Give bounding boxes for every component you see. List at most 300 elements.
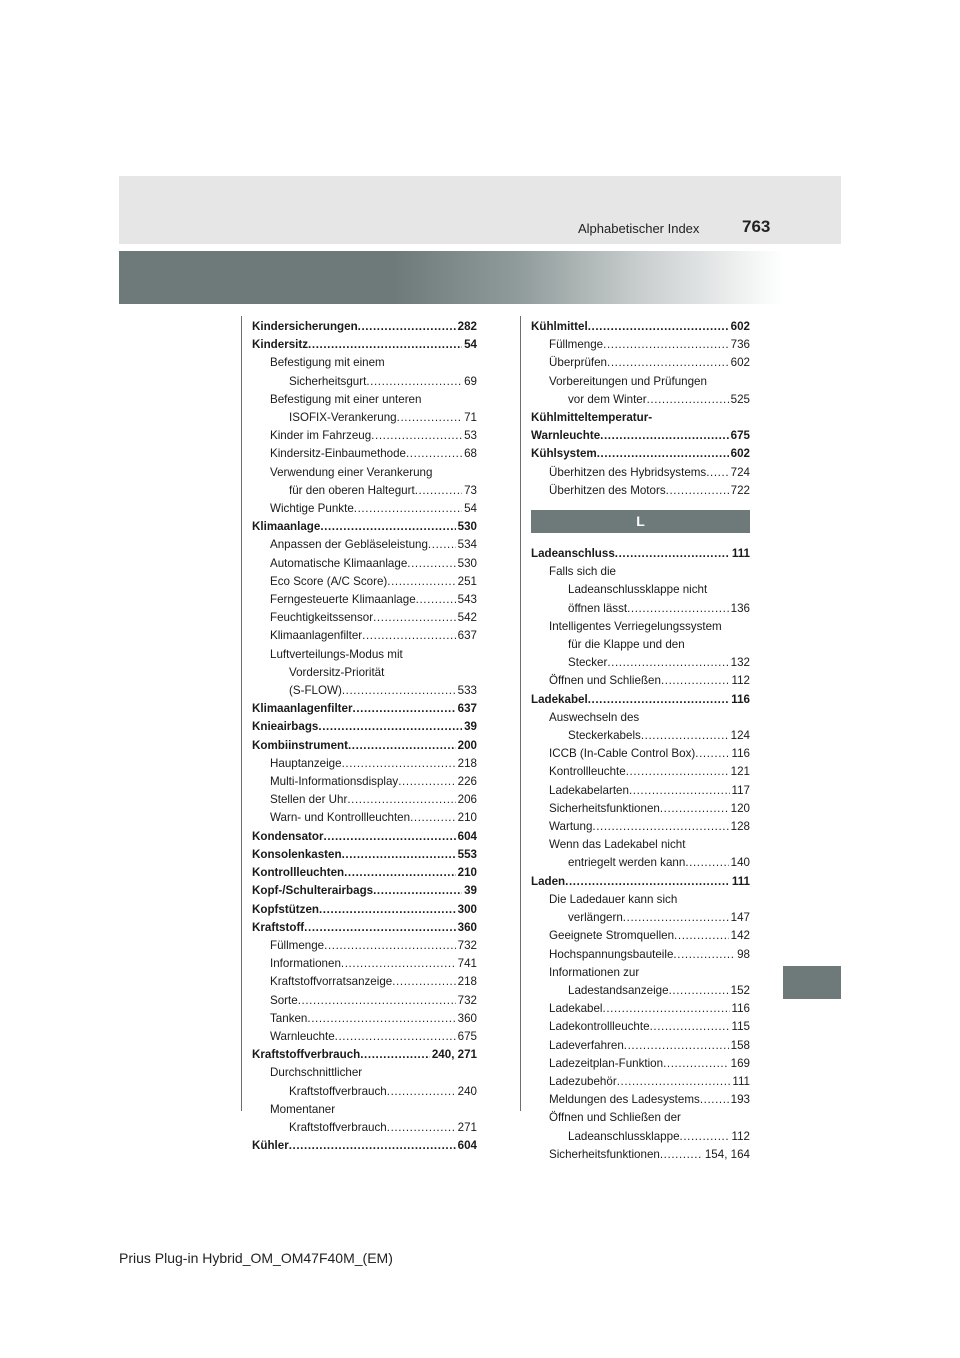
- index-entry[interactable]: [252, 809, 477, 827]
- index-entry[interactable]: [531, 391, 750, 409]
- index-entry[interactable]: [252, 427, 477, 445]
- index-entry-page[interactable]: 193: [730, 1093, 750, 1107]
- index-entry-label: Ladekontrollleuchte: [549, 1020, 650, 1034]
- index-entry-page[interactable]: 152: [730, 983, 750, 997]
- index-entry[interactable]: [252, 1137, 477, 1155]
- index-entry-page[interactable]: 360: [457, 920, 477, 934]
- index-entry-text: Kühlmitteltemperatur-: [531, 411, 653, 425]
- index-entry-page[interactable]: 226: [457, 775, 477, 789]
- dot-leader: [298, 992, 456, 1010]
- index-entry-page[interactable]: 736: [730, 338, 750, 352]
- index-entry-page[interactable]: 210: [457, 811, 477, 825]
- index-entry[interactable]: [252, 1028, 477, 1046]
- dot-leader: [623, 909, 729, 927]
- index-entry[interactable]: [531, 545, 750, 563]
- index-entry-page[interactable]: 154, 164: [704, 1147, 750, 1161]
- index-entry-page[interactable]: 53: [464, 429, 477, 443]
- index-entry-page[interactable]: 602: [730, 447, 750, 461]
- index-entry[interactable]: [252, 755, 477, 773]
- dot-leader: [700, 1091, 729, 1109]
- index-entry-label: Wartung: [549, 820, 593, 834]
- dot-leader: [410, 809, 456, 827]
- index-entry-page[interactable]: 240: [457, 1084, 477, 1098]
- dot-leader: [647, 391, 729, 409]
- index-entry-page[interactable]: 637: [457, 702, 477, 716]
- index-entry-page[interactable]: 116: [731, 747, 750, 761]
- index-entry-page[interactable]: 530: [457, 556, 477, 570]
- decorative-banner: [119, 251, 841, 304]
- dot-leader: [674, 927, 729, 945]
- index-entry[interactable]: [252, 901, 477, 919]
- dot-leader: [607, 654, 728, 672]
- index-entry[interactable]: [252, 1119, 477, 1137]
- index-entry-page[interactable]: 722: [730, 483, 750, 497]
- index-entry[interactable]: [252, 955, 477, 973]
- letter-section-header: L: [531, 510, 750, 533]
- index-entry-page[interactable]: 116: [731, 1002, 750, 1016]
- index-entry-page[interactable]: 54: [464, 338, 477, 352]
- dot-leader: [335, 1028, 456, 1046]
- dot-leader: [371, 427, 462, 445]
- index-entry-label: Multi-Informationsdisplay: [270, 775, 399, 789]
- index-entry-text: Vordersitz-Priorität: [289, 665, 385, 679]
- dot-leader: [603, 336, 729, 354]
- dot-leader: [680, 1128, 730, 1146]
- dot-leader: [344, 864, 456, 882]
- dot-leader: [342, 846, 456, 864]
- index-entry[interactable]: [252, 482, 477, 500]
- index-entry-page[interactable]: 54: [464, 502, 477, 516]
- index-entry-page[interactable]: 732: [457, 993, 477, 1007]
- index-entry-page[interactable]: 68: [464, 447, 477, 461]
- dot-leader: [397, 409, 462, 427]
- index-entry-page[interactable]: 111: [732, 1074, 750, 1088]
- index-entry-label: Sorte: [270, 993, 298, 1007]
- index-entry-page[interactable]: 604: [457, 1139, 477, 1153]
- dot-leader: [607, 354, 729, 372]
- index-entry[interactable]: [531, 763, 750, 781]
- index-entry-text: Vorbereitungen und Prüfungen: [549, 374, 707, 388]
- index-entry[interactable]: [252, 973, 477, 991]
- dot-leader: [641, 727, 729, 745]
- index-entry-text: Durchschnittlicher: [270, 1066, 363, 1080]
- index-entry-page[interactable]: 140: [730, 856, 750, 870]
- dot-leader: [669, 982, 729, 1000]
- dot-leader: [324, 828, 456, 846]
- dot-leader: [663, 1055, 729, 1073]
- index-entry-text: für die Klappe und den: [568, 638, 685, 652]
- index-entry-text: Informationen zur: [549, 965, 640, 979]
- index-entry-label: (S-FLOW): [289, 684, 342, 698]
- index-entry-label: Sicherheitsgurt: [289, 374, 367, 388]
- index-entry-label: Klimaanlagenfilter: [270, 629, 363, 643]
- header-bar: [119, 176, 841, 244]
- index-entry-page[interactable]: 218: [457, 975, 477, 989]
- index-entry[interactable]: [531, 464, 750, 482]
- index-entry-text: Die Ladedauer kann sich: [549, 892, 678, 906]
- dot-leader: [354, 500, 462, 518]
- index-entry[interactable]: [252, 737, 477, 755]
- dot-leader: [600, 427, 729, 445]
- dot-leader: [362, 627, 456, 645]
- index-entry[interactable]: [252, 791, 477, 809]
- index-entry-page[interactable]: 39: [464, 884, 477, 898]
- document-footer: Prius Plug-in Hybrid_OM_OM47F40M_(EM): [119, 1250, 393, 1266]
- index-entry-page[interactable]: 530: [457, 520, 477, 534]
- index-entry-page[interactable]: 128: [730, 820, 750, 834]
- index-entry-page[interactable]: 142: [730, 929, 750, 943]
- index-entry-label: Stecker: [568, 656, 608, 670]
- dot-leader: [588, 691, 730, 709]
- index-entry[interactable]: [252, 937, 477, 955]
- index-entry[interactable]: [252, 609, 477, 627]
- page-number: 763: [742, 217, 771, 236]
- dot-leader: [342, 755, 456, 773]
- index-entry-page[interactable]: 147: [730, 911, 750, 925]
- index-entry-page[interactable]: 112: [731, 674, 750, 688]
- index-entry[interactable]: [531, 336, 750, 354]
- index-list-right-top: [531, 318, 750, 500]
- index-entry[interactable]: [252, 864, 477, 882]
- index-entry-label: Kombiinstrument: [252, 738, 348, 752]
- index-entry[interactable]: [531, 1091, 750, 1109]
- index-entry-label: Klimaanlagenfilter: [252, 702, 353, 716]
- index-entry-text: Öffnen und Schließen der: [549, 1111, 681, 1125]
- index-entry-label: Überhitzen des Motors: [549, 483, 666, 497]
- dot-leader: [565, 873, 730, 891]
- index-entry-label: Kontrollleuchten: [252, 866, 345, 880]
- index-entry-text: Verwendung einer Verankerung: [270, 465, 433, 479]
- index-entry[interactable]: [252, 1046, 477, 1064]
- index-entry[interactable]: [252, 555, 477, 573]
- index-entry-label: Ladeverfahren: [549, 1038, 624, 1052]
- index-entry[interactable]: [531, 445, 750, 463]
- index-entry-page[interactable]: 240, 271: [431, 1048, 477, 1062]
- dot-leader: [324, 937, 456, 955]
- index-entry-page[interactable]: 69: [464, 374, 477, 388]
- dot-leader: [661, 672, 730, 690]
- dot-leader: [695, 745, 729, 763]
- index-entry-page[interactable]: 117: [731, 783, 750, 797]
- index-entry-label: entriegelt werden kann: [568, 856, 686, 870]
- index-entry-label: Kraftstoff: [252, 920, 305, 934]
- dot-leader: [592, 818, 728, 836]
- index-entry[interactable]: [531, 782, 750, 800]
- index-entry-page[interactable]: 282: [457, 320, 477, 333]
- index-entry-page[interactable]: 637: [457, 629, 477, 643]
- index-entry-page[interactable]: 112: [731, 1129, 750, 1143]
- index-entry-page[interactable]: 604: [457, 829, 477, 843]
- index-entry-label: vor dem Winter: [568, 392, 647, 406]
- index-entry[interactable]: [252, 445, 477, 463]
- dot-leader: [319, 901, 456, 919]
- index-entry[interactable]: [531, 909, 750, 927]
- index-entry-page[interactable]: 116: [731, 692, 750, 706]
- index-entry-text: Ladeanschlussklappe nicht: [568, 583, 708, 597]
- index-entry-page[interactable]: 124: [730, 729, 750, 743]
- index-entry-label: Ladezubehör: [549, 1074, 617, 1088]
- index-entry[interactable]: [252, 828, 477, 846]
- index-list-left: [252, 318, 477, 1155]
- dot-leader: [407, 555, 455, 573]
- index-entry[interactable]: [252, 846, 477, 864]
- index-entry-label: Ladekabelarten: [549, 783, 629, 797]
- index-entry-label: Kinder im Fahrzeug: [270, 429, 372, 443]
- index-entry-page[interactable]: 73: [464, 483, 477, 497]
- index-entry[interactable]: [252, 518, 477, 536]
- index-entry-text: Auswechseln des: [549, 710, 640, 724]
- dot-leader: [626, 763, 729, 781]
- dot-leader: [342, 682, 456, 700]
- dot-leader: [392, 973, 455, 991]
- index-entry[interactable]: [531, 427, 750, 445]
- index-entry-page[interactable]: 111: [731, 547, 750, 561]
- index-entry-text: Momentaner: [270, 1102, 336, 1116]
- index-entry[interactable]: [531, 1037, 750, 1055]
- index-entry-label: Kraftstoffverbrauch: [252, 1048, 361, 1062]
- index-entry[interactable]: [531, 727, 750, 745]
- index-entry[interactable]: [252, 1083, 477, 1101]
- left-column-rule: [241, 316, 242, 1111]
- index-entry[interactable]: [531, 1128, 750, 1146]
- index-entry[interactable]: [252, 536, 477, 554]
- dot-leader: [347, 791, 455, 809]
- dot-leader: [366, 373, 462, 391]
- index-entry[interactable]: [252, 336, 477, 354]
- index-entry-label: ICCB (In-Cable Control Box): [549, 747, 696, 761]
- index-entry[interactable]: [252, 591, 477, 609]
- index-entry-page[interactable]: 741: [457, 957, 477, 971]
- section-title: Alphabetischer Index: [578, 221, 700, 236]
- index-entry-label: Kopfstützen: [252, 902, 319, 916]
- index-entry[interactable]: [531, 672, 750, 690]
- index-entry-label: Automatische Klimaanlage: [270, 556, 408, 570]
- dot-leader: [353, 700, 456, 718]
- dot-leader: [617, 1073, 731, 1091]
- index-entry-page[interactable]: 120: [730, 801, 750, 815]
- index-list-right-bottom: [531, 545, 750, 1164]
- index-entry[interactable]: [531, 818, 750, 836]
- dot-leader: [304, 919, 455, 937]
- index-entry-page[interactable]: 98: [737, 947, 750, 961]
- index-entry-page[interactable]: 542: [457, 611, 477, 625]
- index-entry[interactable]: [252, 409, 477, 427]
- index-entry[interactable]: [531, 1055, 750, 1073]
- dot-leader: [666, 482, 729, 500]
- index-entry[interactable]: [252, 700, 477, 718]
- dot-leader: [416, 591, 456, 609]
- index-entry-text: Wenn das Ladekabel nicht: [549, 838, 686, 852]
- index-entry[interactable]: [531, 946, 750, 964]
- index-entry-label: öffnen lässt: [568, 601, 628, 615]
- index-column-right: [531, 318, 750, 1164]
- index-entry-label: Kindersitz-Einbaumethode: [270, 447, 406, 461]
- index-entry-page[interactable]: 675: [457, 1029, 477, 1043]
- index-entry-text: Falls sich die: [549, 565, 617, 579]
- index-entry-label: Meldungen des Ladesystems: [549, 1093, 700, 1107]
- index-entry-label: Ferngesteuerte Klimaanlage: [270, 593, 416, 607]
- dot-leader: [387, 1119, 456, 1137]
- index-entry[interactable]: [252, 718, 477, 736]
- index-entry-label: Ladezeitplan-Funktion: [549, 1056, 664, 1070]
- dot-leader: [660, 1146, 703, 1164]
- dot-leader: [673, 946, 735, 964]
- index-entry-page[interactable]: 300: [457, 902, 477, 916]
- index-entry-label: Füllmenge: [549, 338, 604, 352]
- index-entry[interactable]: [531, 854, 750, 872]
- index-entry-page[interactable]: 115: [731, 1020, 750, 1034]
- index-entry-page[interactable]: 360: [457, 1011, 477, 1025]
- index-entry[interactable]: [252, 992, 477, 1010]
- dot-leader: [348, 737, 456, 755]
- index-entry-label: Überprüfen: [549, 356, 608, 370]
- dot-leader: [341, 955, 456, 973]
- index-entry[interactable]: [252, 773, 477, 791]
- index-entry-label: Stellen der Uhr: [270, 793, 348, 807]
- index-entry-label: Sicherheitsfunktionen: [549, 1147, 660, 1161]
- index-entry-text: Befestigung mit einer unteren: [270, 392, 422, 406]
- index-entry-page[interactable]: 602: [730, 320, 750, 333]
- index-entry-page[interactable]: 158: [730, 1038, 750, 1052]
- index-entry[interactable]: [531, 800, 750, 818]
- index-entry-page[interactable]: 206: [457, 793, 477, 807]
- dot-leader: [685, 854, 728, 872]
- index-entry-page[interactable]: 724: [730, 465, 750, 479]
- index-entry[interactable]: [252, 682, 477, 700]
- dot-leader: [706, 464, 728, 482]
- index-entry[interactable]: [531, 654, 750, 672]
- index-entry-page[interactable]: 169: [730, 1056, 750, 1070]
- index-entry-label: Ladeanschlussklappe: [568, 1129, 680, 1143]
- index-entry[interactable]: [531, 1073, 750, 1091]
- index-entry-label: für den oberen Haltegurt: [289, 483, 415, 497]
- index-entry-label: Klimaanlage: [252, 520, 321, 534]
- dot-leader: [406, 445, 462, 463]
- index-column-left: [252, 318, 477, 1155]
- index-entry-label: verlängern: [568, 911, 623, 925]
- index-entry-label: Geeignete Stromquellen: [549, 929, 675, 943]
- index-entry-label: Laden: [531, 874, 566, 888]
- index-entry-page[interactable]: 533: [457, 684, 477, 698]
- index-entry[interactable]: [531, 873, 750, 891]
- index-entry-page[interactable]: 200: [457, 738, 477, 752]
- index-entry-page[interactable]: 218: [457, 756, 477, 770]
- index-entry-label: Konsolenkasten: [252, 847, 342, 861]
- index-entry-page[interactable]: 553: [457, 847, 477, 861]
- dot-leader: [373, 882, 462, 900]
- index-entry[interactable]: [252, 627, 477, 645]
- index-entry-text: Luftverteilungs-Modus mit: [270, 647, 403, 661]
- index-entry-label: Kontrollleuchte: [549, 765, 626, 779]
- index-entry[interactable]: [252, 573, 477, 591]
- dot-leader: [373, 609, 456, 627]
- index-entry-page[interactable]: 525: [730, 392, 750, 406]
- right-column-rule: [520, 316, 521, 1111]
- dot-leader: [624, 1037, 729, 1055]
- index-entry-label: Kindersitz: [252, 338, 309, 352]
- index-entry[interactable]: [531, 1146, 750, 1164]
- index-entry[interactable]: [252, 318, 477, 336]
- index-entry-label: Feuchtigkeitssensor: [270, 611, 374, 625]
- index-entry-page[interactable]: 271: [457, 1120, 477, 1134]
- dot-leader: [597, 445, 729, 463]
- index-entry[interactable]: [252, 373, 477, 391]
- index-entry[interactable]: [531, 354, 750, 372]
- index-entry-page[interactable]: 534: [457, 538, 477, 552]
- dot-leader: [360, 1046, 430, 1064]
- dot-leader: [289, 1137, 456, 1155]
- index-entry-label: Steckerkabels: [568, 729, 641, 743]
- index-entry-label: Warn- und Kontrollleuchten: [270, 811, 411, 825]
- index-entry-page[interactable]: 111: [731, 874, 750, 888]
- index-entry-label: Kraftstoffverbrauch: [289, 1120, 387, 1134]
- index-entry[interactable]: [531, 745, 750, 763]
- index-entry-page[interactable]: 675: [730, 429, 750, 443]
- dot-leader: [398, 773, 455, 791]
- index-entry-label: Kopf-/Schulterairbags: [252, 884, 374, 898]
- index-entry-page[interactable]: 136: [730, 601, 750, 615]
- chapter-side-tab[interactable]: [783, 966, 841, 999]
- dot-leader: [629, 782, 730, 800]
- index-entry[interactable]: [531, 1018, 750, 1036]
- index-entry-label: Hauptanzeige: [270, 756, 342, 770]
- index-entry-label: Kühlsystem: [531, 447, 597, 461]
- index-entry[interactable]: [531, 318, 750, 336]
- index-entry-text: Intelligentes Verriegelungssystem: [549, 619, 722, 633]
- dot-leader: [387, 1083, 456, 1101]
- index-entry-label: Kindersicherungen: [252, 320, 358, 333]
- index-entry-label: Kraftstoffverbrauch: [289, 1084, 387, 1098]
- index-entry-page[interactable]: 251: [457, 574, 477, 588]
- dot-leader: [650, 1018, 730, 1036]
- index-entry[interactable]: [531, 482, 750, 500]
- index-entry-page[interactable]: 732: [457, 938, 477, 952]
- index-entry-page[interactable]: 39: [464, 720, 477, 734]
- dot-leader: [627, 600, 729, 618]
- index-entry[interactable]: [531, 691, 750, 709]
- index-entry-label: Kondensator: [252, 829, 324, 843]
- index-entry-page[interactable]: 71: [464, 411, 477, 425]
- index-entry[interactable]: [531, 1000, 750, 1018]
- index-entry-label: Hochspannungsbauteile: [549, 947, 674, 961]
- dot-leader: [358, 318, 456, 336]
- index-entry-label: Füllmenge: [270, 938, 325, 952]
- index-entry[interactable]: [531, 927, 750, 945]
- dot-leader: [320, 518, 455, 536]
- index-entry-label: Knieairbags: [252, 720, 319, 734]
- index-entry[interactable]: [252, 1010, 477, 1028]
- index-entry-text: Befestigung mit einem: [270, 356, 385, 370]
- index-entry-page[interactable]: 543: [457, 593, 477, 607]
- dot-leader: [660, 800, 729, 818]
- index-entry-label: ISOFIX-Verankerung: [289, 411, 397, 425]
- index-entry-label: Kraftstoffvorratsanzeige: [270, 975, 393, 989]
- dot-leader: [318, 718, 462, 736]
- index-entry-page[interactable]: 210: [457, 866, 477, 880]
- index-entry[interactable]: [531, 600, 750, 618]
- index-entry-page[interactable]: 132: [730, 656, 750, 670]
- index-entry[interactable]: [252, 500, 477, 518]
- index-entry-page[interactable]: 602: [730, 356, 750, 370]
- index-entry[interactable]: [252, 882, 477, 900]
- dot-leader: [387, 573, 455, 591]
- index-entry-label: Warnleuchte: [531, 429, 601, 443]
- index-entry-label: Öffnen und Schließen: [549, 674, 661, 688]
- index-entry[interactable]: [531, 982, 750, 1000]
- index-entry[interactable]: [252, 919, 477, 937]
- index-entry-page[interactable]: 121: [730, 765, 750, 779]
- index-entry-label: Wichtige Punkte: [270, 502, 354, 516]
